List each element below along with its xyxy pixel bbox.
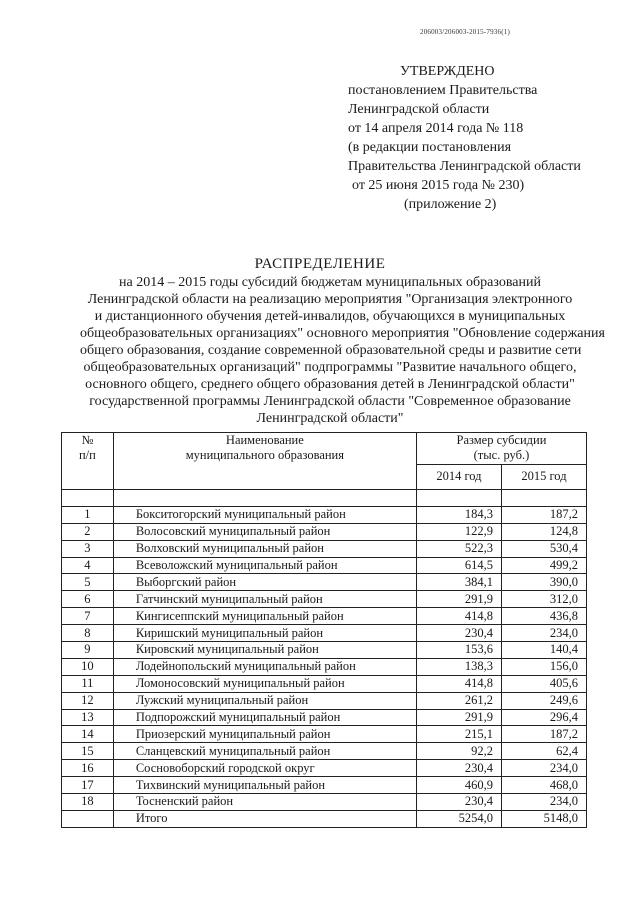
- document-id: 206003/206003-2015-7936(1): [420, 28, 510, 36]
- row-number: 11: [62, 675, 114, 692]
- subtitle-line: основного общего, среднего общего образования детей в Ленинградской области": [85, 377, 575, 392]
- row-2014: 122,9: [416, 523, 501, 540]
- row-2015: 296,4: [501, 709, 586, 726]
- subtitle-line: государственной программы Ленинградской области "Современное образование: [89, 394, 571, 409]
- table-row: [62, 709, 587, 726]
- row-municipality: Гатчинский муниципальный район: [113, 591, 416, 608]
- approval-line: от 25 июня 2015 года № 230): [352, 178, 525, 193]
- total-2015: 5148,0: [501, 810, 586, 827]
- row-2015: 530,4: [501, 540, 586, 557]
- table-row: [62, 777, 587, 794]
- approval-heading: УТВЕРЖДЕНО: [400, 64, 495, 79]
- subtitle-line: Ленинградской области": [256, 411, 404, 426]
- row-municipality: Всеволожский муниципальный район: [113, 557, 416, 574]
- row-municipality: Выборгский район: [113, 574, 416, 591]
- table-row: [62, 658, 587, 675]
- table-row: [62, 642, 587, 659]
- row-municipality: Волосовский муниципальный район: [113, 523, 416, 540]
- row-number: 17: [62, 777, 114, 794]
- row-municipality: Тихвинский муниципальный район: [113, 777, 416, 794]
- row-municipality: Тосненский район: [113, 794, 416, 811]
- row-2014: 614,5: [416, 557, 501, 574]
- header-municipality: Наименование муниципального образования: [113, 433, 416, 490]
- row-2014: 291,9: [416, 709, 501, 726]
- row-municipality: Ломоносовский муниципальный район: [113, 675, 416, 692]
- row-number: 2: [62, 523, 114, 540]
- row-2014: 153,6: [416, 642, 501, 659]
- row-2015: 405,6: [501, 675, 586, 692]
- row-2015: 234,0: [501, 625, 586, 642]
- row-municipality: Киришский муниципальный район: [113, 625, 416, 642]
- row-2015: 234,0: [501, 760, 586, 777]
- row-municipality: Сланцевский муниципальный район: [113, 743, 416, 760]
- row-2015: 234,0: [501, 794, 586, 811]
- row-2014: 138,3: [416, 658, 501, 675]
- row-number: 3: [62, 540, 114, 557]
- row-number: 7: [62, 608, 114, 625]
- row-municipality: Кингисеппский муниципальный район: [113, 608, 416, 625]
- row-2015: 187,2: [501, 726, 586, 743]
- spacer-cell: [501, 490, 586, 507]
- row-2015: 62,4: [501, 743, 586, 760]
- row-2015: 390,0: [501, 574, 586, 591]
- row-number: 8: [62, 625, 114, 642]
- subtitle-line: общего образования, создание современной образовательной среды и развитие сети: [80, 343, 582, 358]
- table-row: [62, 743, 587, 760]
- distribution-table: [61, 432, 587, 828]
- row-2014: 414,8: [416, 675, 501, 692]
- table-row: [62, 523, 587, 540]
- table-row: [62, 608, 587, 625]
- total-2014: 5254,0: [416, 810, 501, 827]
- row-2015: 124,8: [501, 523, 586, 540]
- spacer-cell: [113, 490, 416, 507]
- row-2015: 156,0: [501, 658, 586, 675]
- row-2014: 522,3: [416, 540, 501, 557]
- row-2015: 249,6: [501, 692, 586, 709]
- row-number: 5: [62, 574, 114, 591]
- row-2015: 312,0: [501, 591, 586, 608]
- table-row: [62, 760, 587, 777]
- row-2015: 436,8: [501, 608, 586, 625]
- approval-line: Ленинградской области: [348, 102, 490, 117]
- spacer-cell: [416, 490, 501, 507]
- row-2014: 291,9: [416, 591, 501, 608]
- subtitle-line: Ленинградской области на реализацию мероприятия "Организация электронного: [87, 292, 573, 307]
- row-number: 4: [62, 557, 114, 574]
- row-number: 14: [62, 726, 114, 743]
- row-municipality: Бокситогорский муниципальный район: [113, 506, 416, 523]
- header-number: № п/п: [62, 433, 114, 490]
- approval-line: (приложение 2): [404, 197, 497, 212]
- document-title: РАСПРЕДЕЛЕНИЕ: [254, 256, 386, 272]
- row-2014: 230,4: [416, 794, 501, 811]
- total-number: [62, 810, 114, 827]
- approval-line: от 14 апреля 2014 года № 118: [348, 121, 524, 136]
- row-number: 16: [62, 760, 114, 777]
- row-2014: 215,1: [416, 726, 501, 743]
- row-number: 15: [62, 743, 114, 760]
- table-row: [62, 625, 587, 642]
- table-row: [62, 591, 587, 608]
- subtitle-line: общеобразовательных организациях" основного мероприятия "Обновление содержания: [80, 326, 605, 341]
- row-number: 18: [62, 794, 114, 811]
- approval-line: постановлением Правительства: [348, 83, 538, 98]
- row-2014: 460,9: [416, 777, 501, 794]
- row-2014: 92,2: [416, 743, 501, 760]
- row-number: 12: [62, 692, 114, 709]
- table-row: [62, 726, 587, 743]
- row-2014: 230,4: [416, 625, 501, 642]
- spacer-cell: [62, 490, 114, 507]
- row-municipality: Сосновоборский городской округ: [113, 760, 416, 777]
- header-year-2015: 2015 год: [501, 464, 586, 489]
- row-municipality: Подпорожский муниципальный район: [113, 709, 416, 726]
- row-number: 9: [62, 642, 114, 659]
- table-row: [62, 675, 587, 692]
- row-2014: 230,4: [416, 760, 501, 777]
- row-number: 10: [62, 658, 114, 675]
- row-2015: 187,2: [501, 506, 586, 523]
- header-year-2014: 2014 год: [416, 464, 501, 489]
- row-number: 1: [62, 506, 114, 523]
- subtitle-line: на 2014 – 2015 годы субсидий бюджетам муниципальных образований: [119, 275, 541, 290]
- row-2014: 384,1: [416, 574, 501, 591]
- row-number: 6: [62, 591, 114, 608]
- table-row: [62, 540, 587, 557]
- row-municipality: Кировский муниципальный район: [113, 642, 416, 659]
- approval-line: Правительства Ленинградской области: [348, 159, 581, 174]
- header-subsidy: Размер субсидии (тыс. руб.): [416, 433, 586, 465]
- row-2015: 468,0: [501, 777, 586, 794]
- row-2014: 184,3: [416, 506, 501, 523]
- document-subtitle: [80, 274, 605, 427]
- row-municipality: Лодейнопольский муниципальный район: [113, 658, 416, 675]
- table-row: [62, 506, 587, 523]
- table-row: [62, 574, 587, 591]
- row-2015: 499,2: [501, 557, 586, 574]
- table-row: [62, 794, 587, 811]
- row-number: 13: [62, 709, 114, 726]
- subtitle-line: и дистанционного обучения детей-инвалидов, обучающихся в муниципальных: [94, 309, 566, 324]
- subtitle-line: общеобразовательных организаций" подпрограммы "Развитие начального общего,: [83, 360, 577, 375]
- row-municipality: Лужский муниципальный район: [113, 692, 416, 709]
- total-label: Итого: [113, 810, 416, 827]
- row-2014: 261,2: [416, 692, 501, 709]
- approval-line: (в редакции постановления: [348, 140, 512, 155]
- table-row: [62, 692, 587, 709]
- table-row: [62, 557, 587, 574]
- row-municipality: Приозерский муниципальный район: [113, 726, 416, 743]
- row-municipality: Волховский муниципальный район: [113, 540, 416, 557]
- row-2014: 414,8: [416, 608, 501, 625]
- total-row: [62, 810, 587, 827]
- row-2015: 140,4: [501, 642, 586, 659]
